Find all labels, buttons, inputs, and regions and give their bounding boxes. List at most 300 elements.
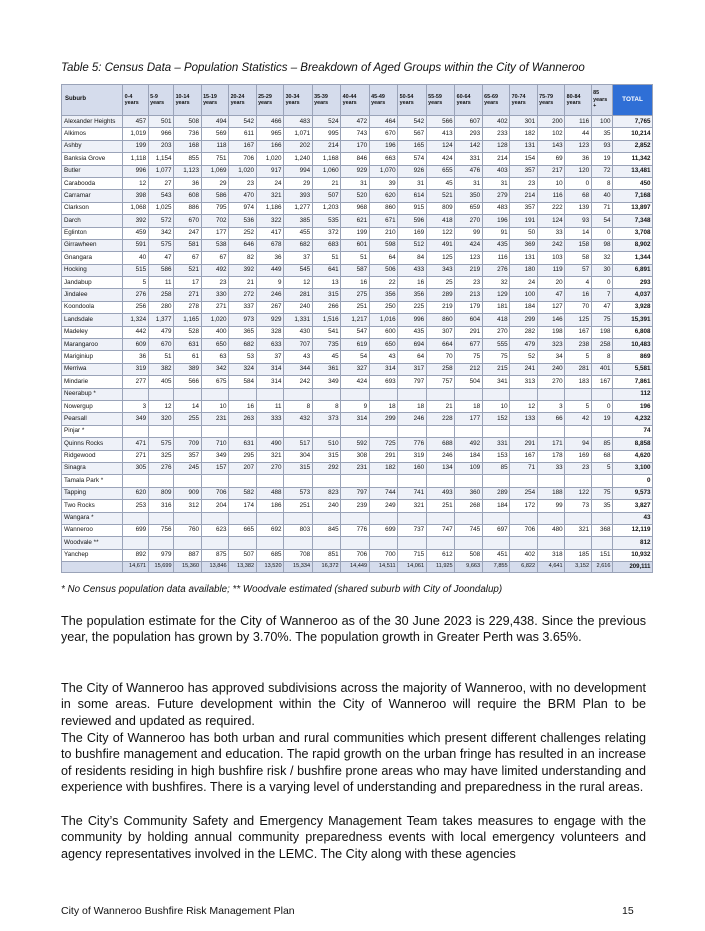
total-cell: 2,852 [613,140,653,152]
column-header: 65-69 years [482,85,510,116]
value-cell: 313 [510,376,538,388]
value-cell: 299 [369,413,398,425]
value-cell [510,512,538,524]
value-cell: 305 [123,462,148,474]
value-cell: 1,516 [312,314,341,326]
value-cell: 125 [426,252,455,264]
paragraph-communities: The City of Wanneroo has both urban and rural communities which present different challenges relating to bushfire management and education. The rapid growth on the urban fringe has resulted in an increase of residents residing in high bushfire risk / bushfire prone areas who may have limited understanding and experience with bushfires. There is a varying level of understanding and preparedness in the rural areas. [61,731,646,795]
value-cell: 915 [398,202,427,214]
value-cell: 542 [398,116,427,128]
total-cell: 6,891 [613,264,653,276]
value-cell: 389 [174,363,202,375]
column-header: 40-44 years [341,85,370,116]
value-cell: 251 [341,301,370,313]
value-cell: 318 [537,549,565,561]
total-cell: 5,581 [613,363,653,375]
value-cell: 650 [201,339,229,351]
table-caption: Table 5: Census Data – Population Statistics – Breakdown of Aged Groups within the City of Wanneroo [61,62,585,74]
value-cell: 263 [229,413,257,425]
value-cell: 974 [229,202,257,214]
value-cell [398,537,427,549]
value-cell: 591 [123,239,148,251]
value-cell: 508 [174,116,202,128]
value-cell: 37 [284,252,313,264]
value-cell: 316 [148,500,173,512]
value-cell: 587 [341,264,370,276]
value-cell: 308 [341,450,370,462]
value-cell: 1,019 [123,128,148,140]
value-cell: 451 [482,549,510,561]
value-cell: 776 [341,524,370,536]
value-cell: 1,016 [369,314,398,326]
value-cell: 620 [369,190,398,202]
value-cell: 157 [201,462,229,474]
value-cell: 715 [398,549,427,561]
value-cell: 154 [510,153,538,165]
value-cell: 64 [369,252,398,264]
value-cell: 342 [201,363,229,375]
value-cell: 575 [148,239,173,251]
value-cell: 670 [148,339,173,351]
value-cell: 685 [256,549,284,561]
value-cell: 258 [426,363,455,375]
value-cell: 607 [455,116,483,128]
value-cell: 170 [341,140,370,152]
value-cell: 608 [174,190,202,202]
value-cell: 392 [123,215,148,227]
value-cell: 12 [284,277,313,289]
value-cell [148,425,173,437]
value-cell: 809 [148,487,173,499]
column-total-cell: 11,925 [426,562,455,573]
value-cell: 27 [148,177,173,189]
table-row [62,351,653,363]
value-cell [426,537,455,549]
value-cell: 435 [482,239,510,251]
value-cell: 280 [148,301,173,313]
value-cell: 803 [284,524,313,536]
total-cell: 7,861 [613,376,653,388]
value-cell: 43 [369,351,398,363]
value-cell: 289 [426,289,455,301]
value-cell: 372 [312,227,341,239]
value-cell: 756 [148,524,173,536]
value-cell: 271 [174,289,202,301]
paragraph-subdivisions: The City of Wanneroo has approved subdivisions across the majority of Wanneroo, with no development in some areas. Future development within the City of Wanneroo will require the BRM Plan to be reviewed and updated as required. [61,681,646,728]
value-cell: 330 [201,289,229,301]
value-cell: 633 [256,339,284,351]
value-cell: 365 [229,326,257,338]
value-cell: 123 [565,140,591,152]
value-cell: 75 [482,351,510,363]
value-cell: 342 [148,227,173,239]
column-total-cell: 15,699 [148,562,173,573]
value-cell: 251 [426,500,455,512]
suburb-cell: Wanneroo [62,524,123,536]
column-total-cell: 13,520 [256,562,284,573]
value-cell: 17 [174,277,202,289]
value-cell: 515 [123,264,148,276]
totals-row [62,562,653,573]
value-cell: 19 [591,153,612,165]
total-cell: 4,620 [613,450,653,462]
value-cell [398,388,427,400]
value-cell: 35 [591,128,612,140]
value-cell: 238 [565,339,591,351]
suburb-cell: Madeley [62,326,123,338]
value-cell: 631 [174,339,202,351]
value-cell: 167 [229,140,257,152]
table-row [62,462,653,474]
value-cell: 63 [201,351,229,363]
value-cell: 250 [369,301,398,313]
value-cell: 275 [341,289,370,301]
value-cell: 327 [341,363,370,375]
value-cell: 122 [565,487,591,499]
table-header [62,85,653,116]
value-cell: 20 [537,277,565,289]
value-cell: 886 [174,202,202,214]
table-row [62,314,653,326]
value-cell: 466 [256,116,284,128]
value-cell: 127 [537,301,565,313]
value-cell: 517 [284,438,313,450]
value-cell: 188 [537,487,565,499]
table-row [62,537,653,549]
value-cell: 119 [537,264,565,276]
value-cell: 1,068 [123,202,148,214]
value-cell: 21 [229,277,257,289]
column-header: 5-9 years [148,85,173,116]
value-cell [426,388,455,400]
value-cell: 490 [256,438,284,450]
value-cell: 413 [426,128,455,140]
value-cell: 291 [455,326,483,338]
value-cell: 917 [256,165,284,177]
table-row [62,190,653,202]
total-cell: 3,928 [613,301,653,313]
value-cell: 507 [312,190,341,202]
value-cell [284,537,313,549]
value-cell: 21 [426,400,455,412]
value-cell: 321 [256,190,284,202]
column-header-suburb: Suburb [62,85,123,116]
value-cell: 152 [482,413,510,425]
value-cell: 398 [123,190,148,202]
value-cell [455,388,483,400]
value-cell: 528 [174,326,202,338]
value-cell: 541 [312,326,341,338]
value-cell: 851 [312,549,341,561]
value-cell: 25 [426,277,455,289]
value-cell: 293 [455,128,483,140]
value-cell: 631 [229,438,257,450]
value-cell: 646 [229,239,257,251]
value-cell: 1,020 [256,153,284,165]
value-cell [229,475,257,487]
value-cell: 254 [510,487,538,499]
value-cell: 75 [455,351,483,363]
value-cell: 98 [591,239,612,251]
value-cell [148,537,173,549]
value-cell: 146 [537,314,565,326]
value-cell: 289 [482,487,510,499]
table-row [62,277,653,289]
value-cell: 71 [591,202,612,214]
value-cell: 11 [148,277,173,289]
value-cell: 16 [398,277,427,289]
value-cell: 678 [256,239,284,251]
value-cell: 61 [174,351,202,363]
value-cell: 1,240 [284,153,313,165]
value-cell: 32 [591,252,612,264]
value-cell: 270 [256,462,284,474]
value-cell: 44 [565,128,591,140]
value-cell: 103 [537,252,565,264]
value-cell: 671 [369,215,398,227]
value-cell: 670 [369,128,398,140]
value-cell [455,537,483,549]
value-cell [510,425,538,437]
value-cell [398,512,427,524]
value-cell: 1,020 [229,165,257,177]
value-cell: 177 [455,413,483,425]
value-cell: 214 [482,153,510,165]
value-cell: 708 [284,549,313,561]
value-cell: 102 [537,128,565,140]
value-cell [256,425,284,437]
table-row [62,202,653,214]
value-cell: 741 [398,487,427,499]
value-cell: 171 [537,438,565,450]
total-cell: 112 [613,388,653,400]
suburb-cell: Carabooda [62,177,123,189]
column-total-cell: 2,616 [591,562,612,573]
value-cell: 8 [591,351,612,363]
value-cell [591,537,612,549]
column-total-cell: 3,152 [565,562,591,573]
value-cell: 357 [510,165,538,177]
table-row [62,413,653,425]
table-row [62,264,653,276]
value-cell: 356 [369,289,398,301]
value-cell: 184 [455,450,483,462]
value-cell: 743 [341,128,370,140]
suburb-cell: Clarkson [62,202,123,214]
value-cell [398,425,427,437]
column-total-cell: 9,663 [455,562,483,573]
value-cell: 29 [201,177,229,189]
value-cell [426,475,455,487]
value-cell: 493 [426,487,455,499]
value-cell: 271 [201,301,229,313]
value-cell: 504 [455,376,483,388]
value-cell: 31 [482,177,510,189]
value-cell: 10 [201,400,229,412]
value-cell: 5 [123,277,148,289]
value-cell: 520 [341,190,370,202]
value-cell [312,537,341,549]
total-cell: 8,902 [613,239,653,251]
value-cell: 10 [537,177,565,189]
suburb-cell: Alexander Heights [62,116,123,128]
value-cell: 24 [510,277,538,289]
value-cell: 5 [591,462,612,474]
value-cell: 31 [455,177,483,189]
value-cell: 979 [148,549,173,561]
value-cell: 569 [201,128,229,140]
value-cell: 51 [148,351,173,363]
value-cell: 457 [123,116,148,128]
value-cell: 16 [565,289,591,301]
value-cell: 479 [510,339,538,351]
value-cell: 249 [369,500,398,512]
total-cell: 8,858 [613,438,653,450]
value-cell: 418 [426,215,455,227]
value-cell: 31 [398,177,427,189]
value-cell: 1,154 [148,153,173,165]
total-cell: 15,391 [613,314,653,326]
value-cell: 183 [565,376,591,388]
value-cell: 68 [591,450,612,462]
value-cell: 291 [510,438,538,450]
paragraph-population: The population estimate for the City of Wanneroo as of the 30 June 2023 is 229,438. Since the previous year, the population has grown by 3.70%. The population growth in Greater Perth was 3.65%. [61,614,646,645]
total-cell: 10,214 [613,128,653,140]
value-cell: 70 [426,351,455,363]
value-cell [201,388,229,400]
column-total-cell: 4,641 [537,562,565,573]
table-row [62,487,653,499]
value-cell: 650 [369,339,398,351]
value-cell: 36 [174,177,202,189]
value-cell [312,388,341,400]
value-cell [123,388,148,400]
value-cell: 307 [426,326,455,338]
value-cell: 167 [591,376,612,388]
value-cell [341,388,370,400]
total-cell: 6,808 [613,326,653,338]
value-cell: 210 [369,227,398,239]
value-cell: 73 [565,500,591,512]
value-cell [284,475,313,487]
value-cell: 349 [201,450,229,462]
value-cell: 1,165 [174,314,202,326]
value-cell: 619 [341,339,370,351]
value-cell: 18 [455,400,483,412]
value-cell: 246 [256,289,284,301]
value-cell: 246 [398,413,427,425]
value-cell: 124 [426,140,455,152]
value-cell: 400 [201,326,229,338]
value-cell: 292 [312,462,341,474]
value-cell: 314 [369,363,398,375]
value-cell: 670 [174,215,202,227]
value-cell: 72 [591,165,612,177]
value-cell: 131 [510,140,538,152]
value-cell: 323 [537,339,565,351]
value-cell [284,512,313,524]
value-cell: 510 [312,438,341,450]
value-cell: 492 [455,438,483,450]
column-header: 0-4 years [123,85,148,116]
value-cell [455,425,483,437]
value-cell [312,512,341,524]
table-row [62,116,653,128]
value-cell: 240 [537,363,565,375]
value-cell: 282 [510,326,538,338]
suburb-cell: Pearsall [62,413,123,425]
value-cell: 614 [398,190,427,202]
column-total-cell: 7,855 [482,562,510,573]
value-cell: 331 [455,153,483,165]
value-cell: 543 [148,190,173,202]
value-cell: 23 [201,277,229,289]
value-cell: 215 [482,363,510,375]
value-cell: 360 [455,487,483,499]
value-cell: 153 [482,450,510,462]
column-header: 15-19 years [201,85,229,116]
value-cell [201,425,229,437]
value-cell: 361 [312,363,341,375]
value-cell: 304 [284,450,313,462]
value-cell [256,388,284,400]
value-cell: 185 [565,549,591,561]
value-cell: 68 [565,190,591,202]
column-total-cell: 15,334 [284,562,313,573]
column-header: 30-34 years [284,85,313,116]
value-cell: 312 [174,500,202,512]
value-cell [537,475,565,487]
value-cell [256,512,284,524]
value-cell: 43 [284,351,313,363]
value-cell: 547 [341,326,370,338]
value-cell: 50 [510,227,538,239]
value-cell: 369 [510,239,538,251]
value-cell: 100 [591,116,612,128]
value-cell: 584 [229,376,257,388]
column-header-total: TOTAL [613,85,653,116]
value-cell: 29 [284,177,313,189]
value-cell: 47 [537,289,565,301]
table-row [62,177,653,189]
value-cell: 512 [398,239,427,251]
value-cell: 246 [426,450,455,462]
value-cell: 11 [256,400,284,412]
value-cell [123,537,148,549]
value-cell: 809 [426,202,455,214]
value-cell [229,425,257,437]
value-cell [369,425,398,437]
table-row [62,450,653,462]
value-cell [148,512,173,524]
value-cell [369,475,398,487]
suburb-cell: Two Rocks [62,500,123,512]
value-cell: 401 [591,363,612,375]
total-cell: 450 [613,177,653,189]
total-cell: 11,342 [613,153,653,165]
suburb-cell: Ridgewood [62,450,123,462]
value-cell: 996 [123,165,148,177]
value-cell: 344 [284,363,313,375]
value-cell: 382 [148,363,173,375]
value-cell: 69 [537,153,565,165]
value-cell: 757 [426,376,455,388]
value-cell: 179 [455,301,483,313]
value-cell: 442 [123,326,148,338]
value-cell: 343 [426,264,455,276]
table-row [62,140,653,152]
value-cell: 174 [229,500,257,512]
